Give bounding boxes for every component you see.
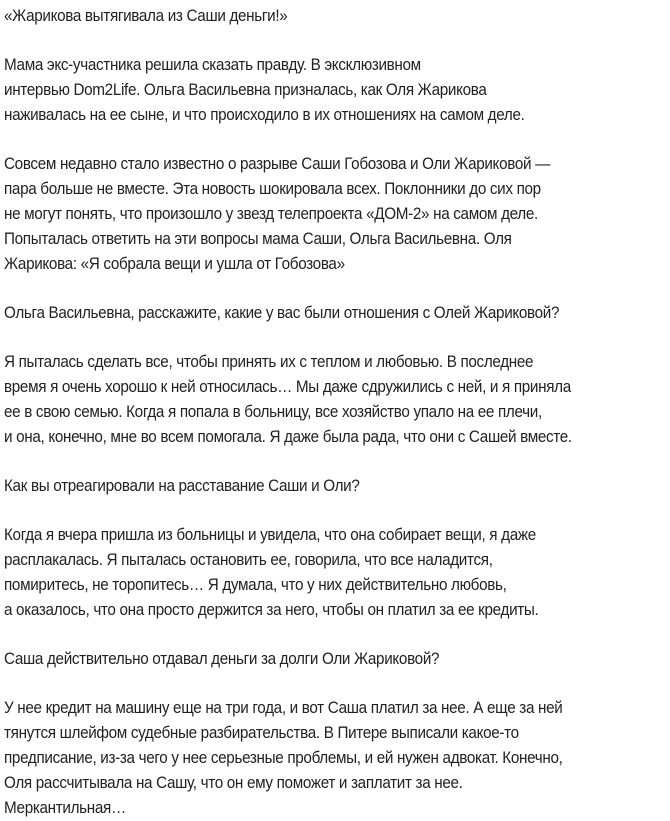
text-line: Как вы отреагировали на расставание Саши и Оли? [4, 477, 360, 495]
interview-question [4, 301, 664, 326]
text-line: не могут понять, что произошло у звезд телепроекта «ДОМ-2» на самом деле. [4, 205, 538, 223]
interview-answer [4, 696, 664, 821]
text-line: предписание, из-за чего у нее серьезные проблемы, и ей нужен адвокат. Конечно, [4, 749, 563, 767]
text-line: Меркантильная… [4, 799, 126, 817]
lead-paragraph [4, 53, 664, 128]
text-line: время я очень хорошо к ней относилась… Мы даже сдружились с ней, и я приняла [4, 378, 571, 396]
text-line: Попыталась ответить на эти вопросы мама Саши, Ольга Васильевна. Оля [4, 230, 512, 248]
text-line: интервью Dom2Life. Ольга Васильевна призналась, как Оля Жарикова [4, 81, 487, 99]
text-line: У нее кредит на машину еще на три года, и вот Саша платил за нее. А еще за ней [4, 699, 563, 717]
text-line: Мама экс-участника решила сказать правду. В эксклюзивном [4, 56, 421, 74]
text-line: помиритесь, не торопитесь… Я думала, что у них действительно любовь, [4, 576, 507, 594]
interview-answer [4, 350, 664, 450]
text-line: ее в свою семью. Когда я попала в больницу, все хозяйство упало на ее плечи, [4, 403, 542, 421]
interview-question [4, 647, 664, 672]
text-line: наживалась на ее сыне, и что происходило в их отношениях на самом деле. [4, 106, 525, 124]
text-line: Я пыталась сделать все, чтобы принять их с теплом и любовью. В последнее [4, 353, 534, 371]
text-line: Когда я вчера пришла из больницы и увидела, что она собирает вещи, я даже [4, 526, 536, 544]
text-line: Саша действительно отдавал деньги за долги Оли Жариковой? [4, 650, 440, 668]
text-line: а оказалось, что она просто держится за него, чтобы он платил за ее кредиты. [4, 601, 539, 619]
interview-question [4, 474, 664, 499]
text-line: Совсем недавно стало известно о разрыве Саши Гобозова и Оли Жариковой — [4, 155, 550, 173]
text-line: Жарикова: «Я собрала вещи и ушла от Гобозова» [4, 255, 345, 273]
title-text: «Жарикова вытягивала из Саши деньги!» [4, 7, 288, 25]
body-paragraph [4, 152, 664, 277]
text-line: пара больше не вместе. Эта новость шокировала всех. Поклонники до сих пор [4, 180, 541, 198]
text-line: Ольга Васильевна, расскажите, какие у вас были отношения с Олей Жариковой? [4, 304, 560, 322]
article-title [4, 4, 664, 29]
text-line: расплакалась. Я пыталась остановить ее, говорила, что все наладится, [4, 551, 493, 569]
text-line: Оля рассчитывала на Сашу, что он ему поможет и заплатит за нее. [4, 774, 463, 792]
text-line: и она, конечно, мне во всем помогала. Я даже была рада, что они с Сашей вместе. [4, 428, 572, 446]
text-line: тянутся шлейфом судебные разбирательства. В Питере выписали какое-то [4, 724, 519, 742]
interview-answer [4, 523, 664, 623]
